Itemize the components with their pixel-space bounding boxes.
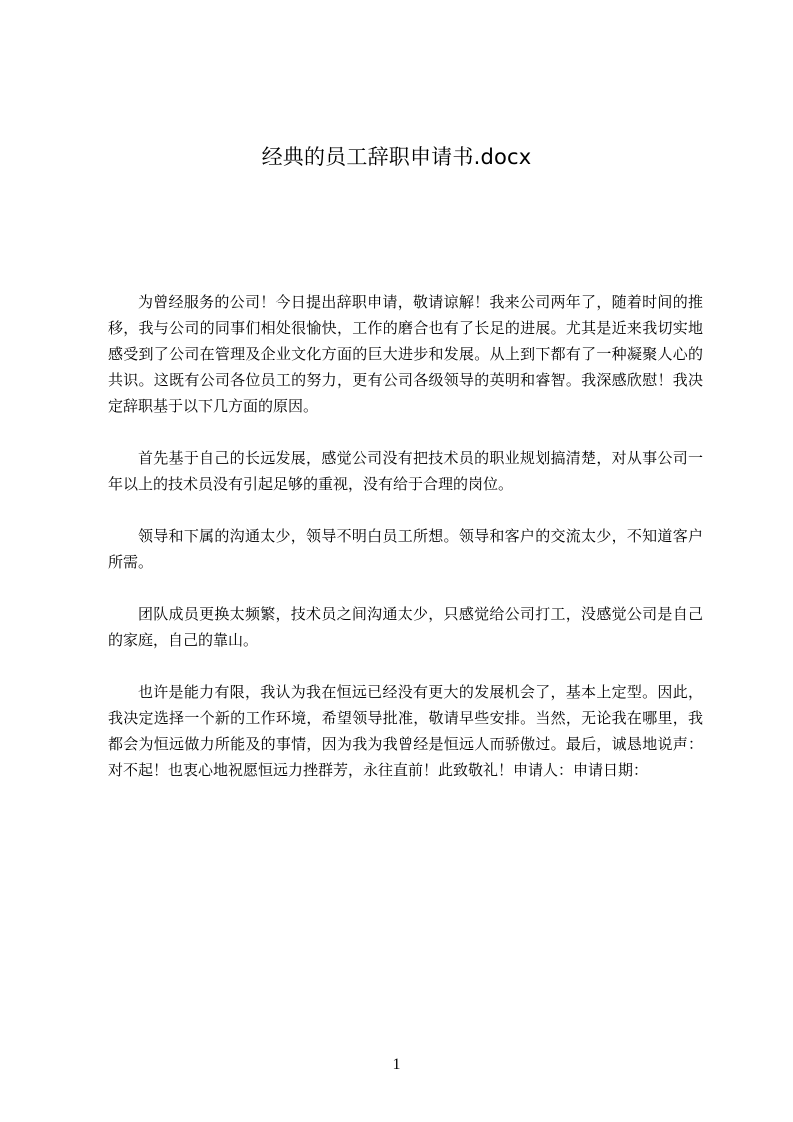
document-body — [108, 289, 703, 809]
paragraph-closing: 也许是能力有限，我认为我在恒远已经没有更大的发展机会了，基本上定型。因此，我决定选择一个新的工作环境，希望领导批准，敬请早些安排。当然，无论我在哪里，我都会为恒远做力所能及的事情，因为我为我曾经是恒远人而骄傲过。最后，诚恳地说声：对不起！也衷心地祝愿恒远力挫群芳，永往直前！此致敬礼！申请人：申请日期： — [108, 683, 703, 779]
document-title: 经典的员工辞职申请书.docx — [261, 145, 532, 169]
paragraph-reason-communication: 领导和下属的沟通太少，领导不明白员工所想。领导和客户的交流太少，不知道客户所需。 — [108, 527, 703, 571]
page-number: 1 — [392, 1056, 401, 1073]
paragraph-reason-career: 首先基于自己的长远发展，感觉公司没有把技术员的职业规划搞清楚，对从事公司一年以上的技术员没有引起足够的重视，没有给于合理的岗位。 — [108, 449, 703, 493]
paragraph-reason-team: 团队成员更换太频繁，技术员之间沟通太少，只感觉给公司打工，没感觉公司是自己的家庭，自己的靠山。 — [108, 605, 703, 649]
paragraph-intro: 为曾经服务的公司！今日提出辞职申请，敬请谅解！我来公司两年了，随着时间的推移，我与公司的同事们相处很愉快，工作的磨合也有了长足的进展。尤其是近来我切实地感受到了公司在管理及企业文化方面的巨大进步和发展。从上到下都有了一种凝聚人心的共识。这既有公司各位员工的努力，更有公司各级领导的英明和睿智。我深感欣慰！我决定辞职基于以下几方面的原因。 — [108, 293, 703, 415]
